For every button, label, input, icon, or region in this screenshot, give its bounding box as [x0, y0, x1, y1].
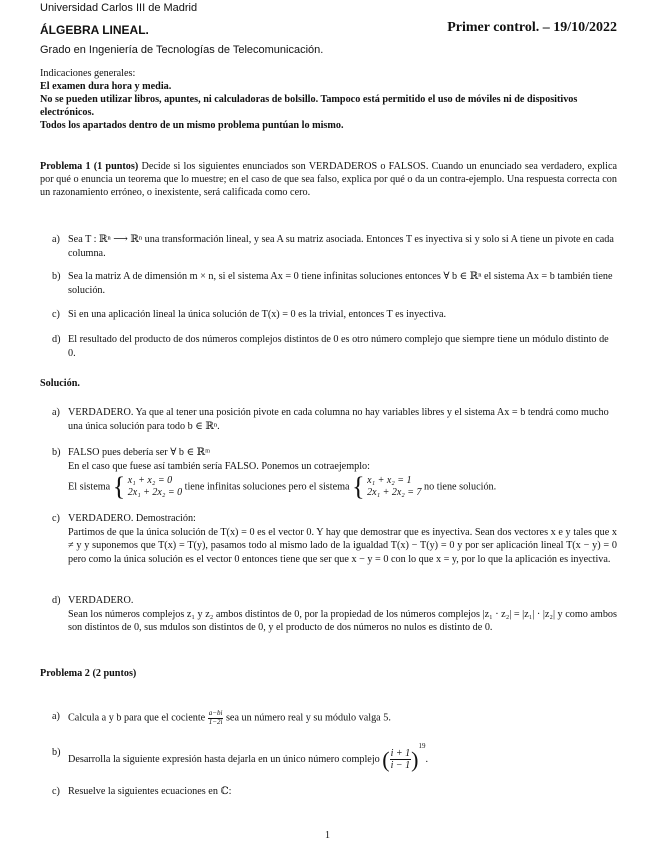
problem1-item-a: [52, 233, 617, 260]
solution-d-line1: VERDADERO.: [68, 595, 134, 606]
solution-d-text: Sean los números complejos z₁ y z₂ ambos distintos de 0, por la propiedad de los números complejos |z₁ · z₂| = |z₁| · |z₂| y como ambos son distintos de 0, sus mdulos son distintos de 0, y el producto de dos números no nulos es distinto de 0.: [68, 608, 617, 633]
instructions-scoring: Todos los apartados dentro de un mismo problema puntúan lo mismo.: [40, 120, 344, 131]
problem2-item-a: [52, 710, 617, 726]
problem1-item-d: [52, 333, 617, 360]
problem1-text: Decide si los siguientes enunciados son VERDADEROS o FALSOS. Cuando un enunciado sea verdadero, explica por qué o enuncia un teorema que lo muestre; en el caso de que sea falso, explica por qué o da un contra-ejemplo. Una respuesta correcta con un razonamiento erróneo, o inexistente, será calificada como cero.: [40, 161, 617, 198]
solution-d: [52, 594, 617, 635]
fraction-denominator: i − 1: [390, 760, 411, 772]
solution-b: [52, 446, 617, 500]
item-text: El resultado del producto de dos números complejos distintos de 0 es otro número complejo que siempre tiene un módulo distinto de 0.: [68, 334, 609, 359]
systems-mid-text: tiene infinitas soluciones pero el sistema: [184, 481, 350, 493]
item-label: c): [52, 513, 60, 524]
problem2-b-pre: Desarrolla la siguiente expresión hasta dejarla en un único número complejo: [68, 753, 380, 765]
item-label: b): [52, 747, 61, 758]
left-brace-icon: {: [352, 472, 365, 501]
problem2-a-pre: Calcula a y b para que el cociente: [68, 712, 206, 724]
item-label: b): [52, 447, 61, 458]
solution-c-line1: VERDADERO. Demostración:: [68, 513, 196, 524]
item-text: Si en una aplicación lineal la única solución de T(x) = 0 es la trivial, entonces T es inyectiva.: [68, 309, 447, 320]
item-label: b): [52, 271, 61, 282]
problem1-item-c: [52, 308, 617, 322]
system-2-row-1: x₁ + x₂ = 1: [367, 475, 412, 486]
item-text: Sea la matriz A de dimensión m × n, si el sistema Ax = 0 tiene infinitas soluciones entonces ∀ b ∈ ℝⁿ el sistema Ax = b también tiene solución.: [68, 271, 613, 296]
item-label: c): [52, 309, 60, 320]
item-text: Sea T : ℝⁿ ⟶ ℝⁿ una transformación lineal, y sea A su matriz asociada. Entonces T es inyectiva si y solo si A tiene un pivote en cada columna.: [68, 234, 614, 259]
item-label: d): [52, 595, 61, 606]
fraction-numerator: a−bi: [208, 709, 223, 717]
solution-b-line1: FALSO pues debería ser ∀ b ∈ ℝᵐ: [68, 447, 211, 458]
problem2-a-post: sea un número real y su módulo valga 5.: [225, 712, 391, 724]
exponent: 19: [418, 742, 426, 750]
instructions-block: [40, 67, 617, 132]
solution-c: [52, 512, 617, 566]
solution-b-systems: [68, 474, 617, 500]
course-title: ÁLGEBRA LINEAL.: [40, 23, 149, 37]
problem1-statement: [40, 160, 617, 199]
item-label: a): [52, 711, 60, 722]
university-name: Universidad Carlos III de Madrid: [40, 2, 198, 14]
instructions-materials: No se pueden utilizar libros, apuntes, ni calculadoras de bolsillo. Tampoco está permitido el uso de móviles ni de dispositivos electrónicos.: [40, 94, 578, 118]
quotient-fraction: [208, 710, 224, 726]
left-paren-icon: (: [382, 746, 390, 772]
solution-c-text: Partimos de que la única solución de T(x) = 0 es el vector 0. Y hay que demostrar que es inyectiva. Sean dos vectores x e y tales que x ≠ y y suponemos que T(x) = T(y), pasamos todo al mismo lado de la igualdad T(x) − T(y) = 0 y por ser aplicación lineal T(x − y) = 0 pero como la única solución es el vector 0 entonces tiene que ser que x − y = 0 con lo que x = y, por lo que la aplicación es inyectiva.: [68, 526, 617, 565]
fraction-denominator: 1−2i: [208, 717, 223, 726]
exam-title: Primer control. – 19/10/2022: [447, 20, 617, 35]
problem2-title: Problema 2 (2 puntos): [40, 668, 137, 679]
problem2-item-b: b) Desarrolla la siguiente expresión hasta dejarla en un único número complejo ( $\frac{i + 1}{i - 1}$ )$^{19}$.: [52, 742, 429, 772]
instructions-duration: El examen dura hora y media.: [40, 81, 172, 92]
problem1-title: Problema 1 (1 puntos): [40, 161, 139, 172]
item-text: VERDADERO. Ya que al tener una posición pivote en cada columna no hay variables libres y el sistema Ax = b tendrá como mucho una única solución para todo b ∈ ℝⁿ.: [68, 407, 609, 432]
systems-pre-text: El sistema: [68, 481, 111, 493]
left-brace-icon: {: [112, 472, 126, 501]
system-1: [128, 475, 182, 499]
fraction-numerator: i + 1: [390, 748, 411, 760]
item-label: a): [52, 234, 60, 245]
page-number: 1: [325, 830, 330, 841]
system-1-row-1: x₁ + x₂ = 0: [127, 475, 173, 486]
degree-name: Grado en Ingeniería de Tecnologías de Telecomunicación.: [40, 44, 324, 56]
problem2-c-text: Resuelve la siguientes ecuaciones en ℂ:: [68, 786, 232, 797]
solution-b-line2: En el caso que fuese así también sería FALSO. Ponemos un cotraejemplo:: [68, 460, 370, 472]
item-label: c): [52, 786, 60, 797]
system-1-row-2: 2x₁ + 2x₂ = 0: [127, 487, 183, 498]
item-label: a): [52, 407, 60, 418]
item-label: d): [52, 334, 61, 345]
systems-post-text: no tiene solución.: [424, 481, 497, 493]
system-2: [367, 475, 421, 499]
solution-a: [52, 406, 617, 433]
right-paren-icon: ): [411, 746, 419, 772]
problem2-item-c: [52, 785, 617, 799]
power-fraction: [390, 748, 412, 771]
instructions-title: Indicaciones generales:: [40, 68, 136, 79]
system-2-row-2: 2x₁ + 2x₂ = 7: [367, 487, 422, 498]
problem1-item-b: [52, 270, 617, 297]
solution-title: Solución.: [40, 378, 80, 389]
